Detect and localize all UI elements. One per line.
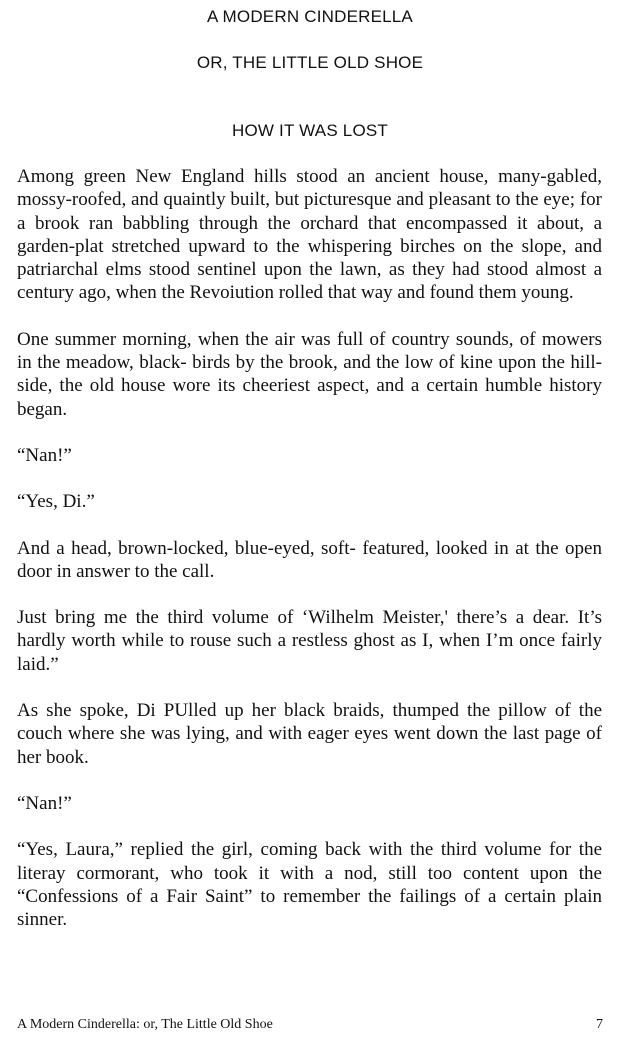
running-title: A Modern Cinderella: or, The Little Old Shoe bbox=[17, 1017, 273, 1032]
paragraph: Among green New England hills stood an ancient house, many-gabled, mossy-roofed, and quaintly built, but picturesque and pleasant to the eye; for a brook ran babbling through the orchard that encompassed it about, a garden-plat stretched upward to the whispering birches on the slope, and patriarchal elms stood sentinel upon the lawn, as they had stood almost a century ago, when the Revoiution rolled that way and found them young. bbox=[17, 166, 602, 304]
page-number: 7 bbox=[596, 1017, 603, 1032]
paragraph: Just bring me the third volume of ‘Wilhelm Meister,' there’s a dear. It’s hardly worth while to rouse such a restless ghost as I, when I’m once fairly laid.” bbox=[17, 607, 602, 675]
paragraph: “Nan!” bbox=[17, 444, 72, 466]
page-footer bbox=[17, 1017, 603, 1033]
paragraph: As she spoke, Di PUlled up her black braids, thumped the pillow of the couch where she was lying, and with eager eyes went down the last page of her book. bbox=[17, 700, 602, 768]
paragraph: One summer morning, when the air was full of country sounds, of mowers in the meadow, black- birds by the brook, and the low of kine upon the hill-side, the old house wore its cheeriest aspect, and a certain humble history began. bbox=[17, 328, 602, 420]
book-title: A MODERN CINDERELLA bbox=[207, 7, 413, 26]
paragraph: And a head, brown-locked, blue-eyed, soft- featured, looked in at the open door in answer to the call. bbox=[17, 537, 602, 582]
paragraph: “Yes, Laura,” replied the girl, coming back with the third volume for the literay cormorant, who took it with a nod, still too content upon the “Confessions of a Fair Saint” to remember the failings of a certain plain sinner. bbox=[17, 839, 602, 931]
chapter-title: HOW IT WAS LOST bbox=[231, 121, 388, 140]
paragraph: “Yes, Di.” bbox=[17, 491, 95, 513]
paragraph: “Nan!” bbox=[17, 792, 72, 814]
body-text bbox=[17, 165, 602, 954]
book-subtitle: OR, THE LITTLE OLD SHOE bbox=[196, 53, 424, 72]
